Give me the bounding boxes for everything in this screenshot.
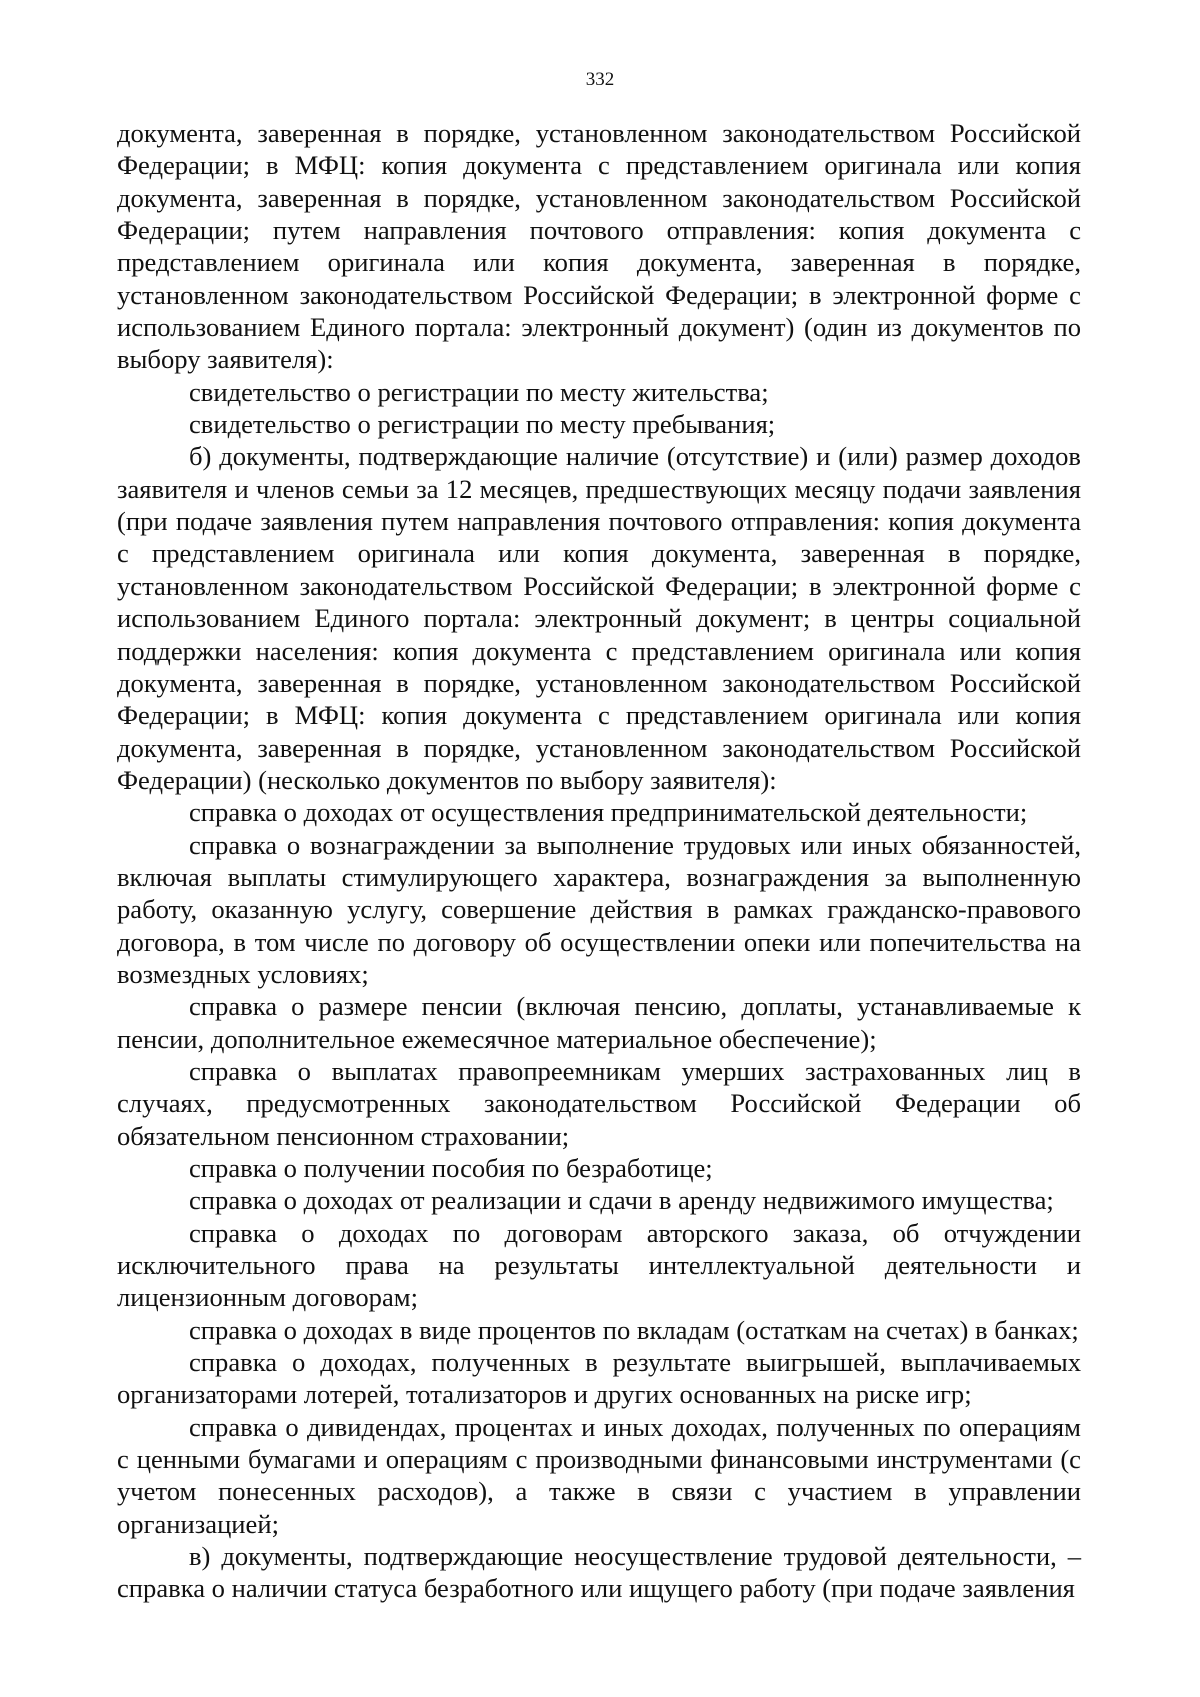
page-number: 332 (585, 69, 615, 90)
paragraph: справка о размере пенсии (включая пенсию, доплаты, устанавливаемые к пенсии, дополнительное ежемесячное материальное обеспечение); (117, 991, 1081, 1054)
document-body (117, 117, 1081, 1605)
paragraph: справка о выплатах правопреемникам умерших застрахованных лиц в случаях, предусмотренных законодательством Российской Федерации об обязательном пенсионном страховании; (117, 1055, 1081, 1151)
paragraph: справка о вознаграждении за выполнение трудовых или иных обязанностей, включая выплаты стимулирующего характера, вознаграждения за выполненную работу, оказанную услугу, совершение действия в рамках гражданско-правового договора, в том числе по договору об осуществлении опеки или попечительства на возмездных условиях; (117, 829, 1081, 989)
paragraph: справка о доходах, полученных в результате выигрышей, выплачиваемых организаторами лотерей, тотализаторов и других основанных на риске игр; (117, 1347, 1081, 1410)
paragraph: свидетельство о регистрации по месту пребывания; (189, 409, 776, 440)
paragraph: справка о дивидендах, процентах и иных доходах, полученных по операциям с ценными бумагами и операциям с производными финансовыми инструментами (с учетом понесенных расходов), а также в связи с участием в управлении организацией; (117, 1411, 1081, 1539)
paragraph: б) документы, подтверждающие наличие (отсутствие) и (или) размер доходов заявителя и членов семьи за 12 месяцев, предшествующих месяцу подачи заявления (при подаче заявления путем направления почтового отправления: копия документа с представлением оригинала или копия документа, заверенная в порядке, установленном законодательством Российской Федерации; в электронной форме с использованием Единого портала: электронный документ; в центры социальной поддержки населения: копия документа с представлением оригинала или копия документа, заверенная в порядке, установленном законодательством Российской Федерации; в МФЦ: копия документа с представлением оригинала или копия документа, заверенная в порядке, установленном законодательством Российской Федерации) (несколько документов по выбору заявителя): (117, 441, 1081, 795)
paragraph: справка о получении пособия по безработице; (189, 1153, 713, 1183)
paragraph: документа, заверенная в порядке, установленном законодательством Российской Федерации; в МФЦ: копия документа с представлением оригинала или копия документа, заверенная в порядке, установленном законодательством Российской Федерации; путем направления почтового отправления: копия документа с представлением оригинала или копия документа, заверенная в порядке, установленном законодательством Российской Федерации; в электронной форме с использованием Единого портала: электронный документ) (один из документов по выбору заявителя): (117, 118, 1081, 375)
paragraph: справка о доходах по договорам авторского заказа, об отчуждении исключительного права на результаты интеллектуальной деятельности и лицензионным договорам; (117, 1217, 1081, 1313)
paragraph: справка о доходах от осуществления предпринимательской деятельности; (189, 797, 1028, 828)
paragraph: справка о доходах от реализации и сдачи в аренду недвижимого имущества; (189, 1185, 1054, 1216)
paragraph: в) документы, подтверждающие неосуществление трудовой деятельности, – справка о наличии статуса безработного или ищущего работу (при подаче заявления (117, 1541, 1081, 1604)
paragraph: справка о доходах в виде процентов по вкладам (остаткам на счетах) в банках; (189, 1314, 1079, 1345)
paragraph: свидетельство о регистрации по месту жительства; (189, 376, 769, 407)
